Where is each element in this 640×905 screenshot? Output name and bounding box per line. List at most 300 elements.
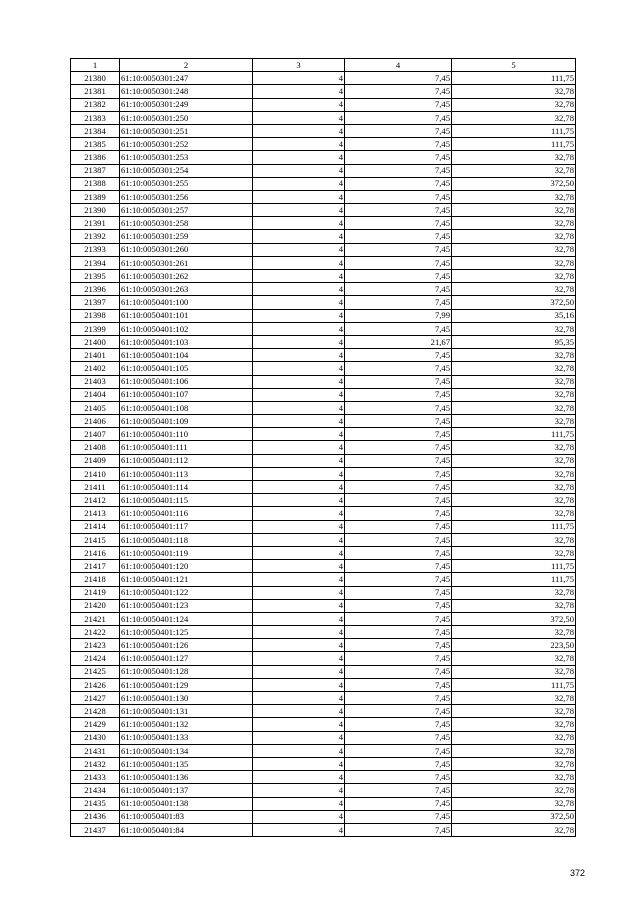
column-4-cell: 7,45: [345, 243, 452, 256]
column-4-cell: 7,45: [345, 230, 452, 243]
column-3-cell: 4: [253, 204, 345, 217]
table-row: [71, 692, 576, 705]
cadastral-number-cell: 61:10:0050301:260: [120, 243, 253, 256]
column-4-cell: 7,45: [345, 692, 452, 705]
column-5-cell: 32,78: [452, 151, 576, 164]
table-row: [71, 164, 576, 177]
row-number-cell: 21388: [71, 177, 120, 190]
column-5-cell: 223,50: [452, 639, 576, 652]
column-3-cell: 4: [253, 507, 345, 520]
column-3-cell: 4: [253, 217, 345, 230]
column-5-cell: 111,75: [452, 138, 576, 151]
column-header-2: 2: [120, 59, 253, 72]
column-3-cell: 4: [253, 388, 345, 401]
table-row: [71, 335, 576, 348]
column-4-cell: 7,45: [345, 823, 452, 836]
table-header: [71, 59, 576, 72]
column-3-cell: 4: [253, 401, 345, 414]
column-3-cell: 4: [253, 72, 345, 85]
row-number-cell: 21430: [71, 731, 120, 744]
column-4-cell: 7,45: [345, 190, 452, 203]
column-3-cell: 4: [253, 283, 345, 296]
table-row: [71, 718, 576, 731]
table-row: [71, 428, 576, 441]
column-3-cell: 4: [253, 190, 345, 203]
column-4-cell: 7,45: [345, 98, 452, 111]
table-row: [71, 678, 576, 691]
table-row: [71, 560, 576, 573]
column-3-cell: 4: [253, 270, 345, 283]
cadastral-number-cell: 61:10:0050401:137: [120, 784, 253, 797]
table-row: [71, 243, 576, 256]
table-row: [71, 124, 576, 137]
row-number-cell: 21382: [71, 98, 120, 111]
column-3-cell: 4: [253, 124, 345, 137]
column-4-cell: 7,45: [345, 784, 452, 797]
column-4-cell: 7,45: [345, 533, 452, 546]
table-row: [71, 270, 576, 283]
column-3-cell: 4: [253, 639, 345, 652]
column-4-cell: 7,45: [345, 731, 452, 744]
column-4-cell: 7,45: [345, 441, 452, 454]
table-row: [71, 744, 576, 757]
data-table: [70, 58, 576, 837]
column-5-cell: 32,78: [452, 823, 576, 836]
column-4-cell: 7,45: [345, 546, 452, 559]
cadastral-number-cell: 61:10:0050401:102: [120, 322, 253, 335]
cadastral-number-cell: 61:10:0050401:125: [120, 626, 253, 639]
column-4-cell: 7,45: [345, 375, 452, 388]
row-number-cell: 21418: [71, 573, 120, 586]
column-4-cell: 7,45: [345, 665, 452, 678]
column-5-cell: 111,75: [452, 124, 576, 137]
table-row: [71, 190, 576, 203]
table-row: [71, 177, 576, 190]
row-number-cell: 21397: [71, 296, 120, 309]
cadastral-number-cell: 61:10:0050401:106: [120, 375, 253, 388]
column-3-cell: 4: [253, 151, 345, 164]
column-5-cell: 32,78: [452, 586, 576, 599]
column-5-cell: 32,78: [452, 85, 576, 98]
table-row: [71, 283, 576, 296]
row-number-cell: 21403: [71, 375, 120, 388]
row-number-cell: 21406: [71, 415, 120, 428]
column-3-cell: 4: [253, 705, 345, 718]
column-3-cell: 4: [253, 718, 345, 731]
cadastral-number-cell: 61:10:0050401:109: [120, 415, 253, 428]
column-5-cell: 111,75: [452, 573, 576, 586]
column-3-cell: 4: [253, 678, 345, 691]
row-number-cell: 21411: [71, 481, 120, 494]
column-4-cell: 7,45: [345, 428, 452, 441]
table-row: [71, 467, 576, 480]
row-number-cell: 21429: [71, 718, 120, 731]
column-3-cell: 4: [253, 243, 345, 256]
column-3-cell: 4: [253, 731, 345, 744]
cadastral-number-cell: 61:10:0050401:123: [120, 599, 253, 612]
column-5-cell: 32,78: [452, 401, 576, 414]
column-5-cell: 32,78: [452, 111, 576, 124]
cadastral-number-cell: 61:10:0050401:115: [120, 494, 253, 507]
row-number-cell: 21389: [71, 190, 120, 203]
cadastral-number-cell: 61:10:0050401:126: [120, 639, 253, 652]
table-row: [71, 72, 576, 85]
table-row: [71, 256, 576, 269]
row-number-cell: 21408: [71, 441, 120, 454]
column-3-cell: 4: [253, 481, 345, 494]
column-4-cell: 7,45: [345, 481, 452, 494]
column-5-cell: 111,75: [452, 560, 576, 573]
cadastral-number-cell: 61:10:0050401:130: [120, 692, 253, 705]
table-row: [71, 138, 576, 151]
table-row: [71, 98, 576, 111]
column-3-cell: 4: [253, 441, 345, 454]
row-number-cell: 21395: [71, 270, 120, 283]
cadastral-number-cell: 61:10:0050401:100: [120, 296, 253, 309]
column-3-cell: 4: [253, 322, 345, 335]
table-row: [71, 441, 576, 454]
cadastral-number-cell: 61:10:0050401:121: [120, 573, 253, 586]
column-4-cell: 7,45: [345, 705, 452, 718]
column-5-cell: 32,78: [452, 692, 576, 705]
table-row: [71, 652, 576, 665]
table-row: [71, 810, 576, 823]
row-number-cell: 21387: [71, 164, 120, 177]
row-number-cell: 21383: [71, 111, 120, 124]
column-3-cell: 4: [253, 467, 345, 480]
column-5-cell: 32,78: [452, 243, 576, 256]
cadastral-number-cell: 61:10:0050301:253: [120, 151, 253, 164]
column-5-cell: 32,78: [452, 164, 576, 177]
column-3-cell: 4: [253, 349, 345, 362]
row-number-cell: 21417: [71, 560, 120, 573]
row-number-cell: 21436: [71, 810, 120, 823]
column-5-cell: 32,78: [452, 744, 576, 757]
column-4-cell: 7,45: [345, 599, 452, 612]
table-row: [71, 573, 576, 586]
column-5-cell: 32,78: [452, 270, 576, 283]
column-5-cell: 32,78: [452, 626, 576, 639]
column-4-cell: 7,45: [345, 151, 452, 164]
row-number-cell: 21414: [71, 520, 120, 533]
column-4-cell: 7,45: [345, 204, 452, 217]
column-5-cell: 372,50: [452, 296, 576, 309]
column-5-cell: 32,78: [452, 256, 576, 269]
column-5-cell: 32,78: [452, 481, 576, 494]
cadastral-number-cell: 61:10:0050401:127: [120, 652, 253, 665]
cadastral-number-cell: 61:10:0050401:111: [120, 441, 253, 454]
column-4-cell: 7,45: [345, 586, 452, 599]
column-3-cell: 4: [253, 454, 345, 467]
table-row: [71, 415, 576, 428]
row-number-cell: 21422: [71, 626, 120, 639]
table-row: [71, 784, 576, 797]
row-number-cell: 21405: [71, 401, 120, 414]
column-4-cell: 7,45: [345, 678, 452, 691]
column-5-cell: 32,78: [452, 322, 576, 335]
cadastral-number-cell: 61:10:0050301:258: [120, 217, 253, 230]
column-5-cell: 32,78: [452, 546, 576, 559]
table-row: [71, 507, 576, 520]
cadastral-number-cell: 61:10:0050401:101: [120, 309, 253, 322]
row-number-cell: 21428: [71, 705, 120, 718]
column-3-cell: 4: [253, 560, 345, 573]
cadastral-number-cell: 61:10:0050401:128: [120, 665, 253, 678]
column-4-cell: 7,45: [345, 111, 452, 124]
row-number-cell: 21402: [71, 362, 120, 375]
column-5-cell: 372,50: [452, 810, 576, 823]
cadastral-number-cell: 61:10:0050301:255: [120, 177, 253, 190]
column-3-cell: 4: [253, 177, 345, 190]
column-3-cell: 4: [253, 744, 345, 757]
column-3-cell: 4: [253, 599, 345, 612]
column-4-cell: 7,45: [345, 177, 452, 190]
column-4-cell: 7,45: [345, 270, 452, 283]
column-5-cell: 32,78: [452, 665, 576, 678]
column-3-cell: 4: [253, 138, 345, 151]
column-4-cell: 7,45: [345, 283, 452, 296]
row-number-cell: 21410: [71, 467, 120, 480]
column-4-cell: 7,45: [345, 362, 452, 375]
row-number-cell: 21431: [71, 744, 120, 757]
column-5-cell: 32,78: [452, 718, 576, 731]
table-row: [71, 151, 576, 164]
cadastral-number-cell: 61:10:0050301:257: [120, 204, 253, 217]
cadastral-number-cell: 61:10:0050401:103: [120, 335, 253, 348]
cadastral-number-cell: 61:10:0050401:133: [120, 731, 253, 744]
table-row: [71, 296, 576, 309]
column-5-cell: 32,78: [452, 217, 576, 230]
column-5-cell: 32,78: [452, 797, 576, 810]
column-4-cell: 7,45: [345, 573, 452, 586]
column-5-cell: 32,78: [452, 705, 576, 718]
column-5-cell: 32,78: [452, 283, 576, 296]
row-number-cell: 21401: [71, 349, 120, 362]
cadastral-number-cell: 61:10:0050401:108: [120, 401, 253, 414]
cadastral-number-cell: 61:10:0050301:249: [120, 98, 253, 111]
row-number-cell: 21427: [71, 692, 120, 705]
column-5-cell: 35,16: [452, 309, 576, 322]
column-5-cell: 32,78: [452, 362, 576, 375]
row-number-cell: 21432: [71, 757, 120, 770]
cadastral-number-cell: 61:10:0050401:138: [120, 797, 253, 810]
row-number-cell: 21386: [71, 151, 120, 164]
column-4-cell: 7,45: [345, 401, 452, 414]
row-number-cell: 21426: [71, 678, 120, 691]
column-4-cell: 7,45: [345, 388, 452, 401]
table-row: [71, 520, 576, 533]
cadastral-number-cell: 61:10:0050401:84: [120, 823, 253, 836]
column-5-cell: 32,78: [452, 454, 576, 467]
row-number-cell: 21404: [71, 388, 120, 401]
table-row: [71, 612, 576, 625]
table-row: [71, 626, 576, 639]
table-row: [71, 823, 576, 836]
row-number-cell: 21435: [71, 797, 120, 810]
column-4-cell: 7,45: [345, 256, 452, 269]
table-row: [71, 705, 576, 718]
column-3-cell: 4: [253, 111, 345, 124]
cadastral-number-cell: 61:10:0050401:129: [120, 678, 253, 691]
column-5-cell: 372,50: [452, 177, 576, 190]
column-4-cell: 7,45: [345, 138, 452, 151]
column-5-cell: 111,75: [452, 678, 576, 691]
row-number-cell: 21415: [71, 533, 120, 546]
column-3-cell: 4: [253, 415, 345, 428]
column-3-cell: 4: [253, 626, 345, 639]
column-3-cell: 4: [253, 533, 345, 546]
cadastral-number-cell: 61:10:0050301:256: [120, 190, 253, 203]
table-row: [71, 111, 576, 124]
cadastral-number-cell: 61:10:0050301:261: [120, 256, 253, 269]
table-row: [71, 494, 576, 507]
cadastral-number-cell: 61:10:0050401:135: [120, 757, 253, 770]
column-3-cell: 4: [253, 296, 345, 309]
table-row: [71, 388, 576, 401]
table-row: [71, 85, 576, 98]
column-3-cell: 4: [253, 652, 345, 665]
column-5-cell: 32,78: [452, 98, 576, 111]
column-4-cell: 7,45: [345, 560, 452, 573]
row-number-cell: 21425: [71, 665, 120, 678]
table-row: [71, 546, 576, 559]
row-number-cell: 21437: [71, 823, 120, 836]
row-number-cell: 21434: [71, 784, 120, 797]
cadastral-number-cell: 61:10:0050401:117: [120, 520, 253, 533]
row-number-cell: 21384: [71, 124, 120, 137]
header-row: [71, 59, 576, 72]
table-row: [71, 757, 576, 770]
table-row: [71, 230, 576, 243]
column-5-cell: 111,75: [452, 428, 576, 441]
table-row: [71, 797, 576, 810]
column-4-cell: 7,45: [345, 85, 452, 98]
column-4-cell: 7,45: [345, 494, 452, 507]
cadastral-number-cell: 61:10:0050401:113: [120, 467, 253, 480]
column-4-cell: 7,45: [345, 771, 452, 784]
column-4-cell: 7,45: [345, 639, 452, 652]
column-4-cell: 7,45: [345, 72, 452, 85]
row-number-cell: 21413: [71, 507, 120, 520]
column-4-cell: 7,45: [345, 744, 452, 757]
column-5-cell: 32,78: [452, 757, 576, 770]
table-row: [71, 481, 576, 494]
column-4-cell: 7,45: [345, 718, 452, 731]
row-number-cell: 21423: [71, 639, 120, 652]
row-number-cell: 21421: [71, 612, 120, 625]
cadastral-number-cell: 61:10:0050301:251: [120, 124, 253, 137]
table-row: [71, 217, 576, 230]
table-row: [71, 204, 576, 217]
column-5-cell: 32,78: [452, 415, 576, 428]
column-3-cell: 4: [253, 520, 345, 533]
column-5-cell: 32,78: [452, 599, 576, 612]
page-number: 372: [569, 868, 585, 878]
row-number-cell: 21392: [71, 230, 120, 243]
column-4-cell: 7,45: [345, 415, 452, 428]
table-row: [71, 309, 576, 322]
row-number-cell: 21409: [71, 454, 120, 467]
cadastral-number-cell: 61:10:0050401:120: [120, 560, 253, 573]
column-4-cell: 7,45: [345, 507, 452, 520]
cadastral-number-cell: 61:10:0050301:252: [120, 138, 253, 151]
row-number-cell: 21400: [71, 335, 120, 348]
column-header-1: 1: [71, 59, 120, 72]
row-number-cell: 21385: [71, 138, 120, 151]
column-3-cell: 4: [253, 164, 345, 177]
column-4-cell: 7,45: [345, 454, 452, 467]
cadastral-number-cell: 61:10:0050301:262: [120, 270, 253, 283]
column-5-cell: 32,78: [452, 533, 576, 546]
column-header-5: 5: [452, 59, 576, 72]
row-number-cell: 21396: [71, 283, 120, 296]
column-4-cell: 7,45: [345, 124, 452, 137]
cadastral-number-cell: 61:10:0050401:105: [120, 362, 253, 375]
column-3-cell: 4: [253, 823, 345, 836]
table-row: [71, 731, 576, 744]
column-3-cell: 4: [253, 810, 345, 823]
column-3-cell: 4: [253, 85, 345, 98]
cadastral-number-cell: 61:10:0050301:254: [120, 164, 253, 177]
column-5-cell: 32,78: [452, 467, 576, 480]
column-4-cell: 7,45: [345, 322, 452, 335]
table-row: [71, 665, 576, 678]
cadastral-number-cell: 61:10:0050401:107: [120, 388, 253, 401]
table-row: [71, 639, 576, 652]
row-number-cell: 21416: [71, 546, 120, 559]
column-5-cell: 32,78: [452, 204, 576, 217]
column-3-cell: 4: [253, 256, 345, 269]
cadastral-number-cell: 61:10:0050401:132: [120, 718, 253, 731]
column-5-cell: 32,78: [452, 494, 576, 507]
column-3-cell: 4: [253, 335, 345, 348]
column-5-cell: 32,78: [452, 230, 576, 243]
column-5-cell: 372,50: [452, 612, 576, 625]
column-3-cell: 4: [253, 375, 345, 388]
column-header-3: 3: [253, 59, 345, 72]
column-5-cell: 32,78: [452, 441, 576, 454]
column-5-cell: 32,78: [452, 349, 576, 362]
row-number-cell: 21394: [71, 256, 120, 269]
column-3-cell: 4: [253, 586, 345, 599]
cadastral-number-cell: 61:10:0050401:112: [120, 454, 253, 467]
table-row: [71, 375, 576, 388]
cadastral-number-cell: 61:10:0050301:263: [120, 283, 253, 296]
column-3-cell: 4: [253, 494, 345, 507]
column-4-cell: 7,45: [345, 467, 452, 480]
column-3-cell: 4: [253, 612, 345, 625]
column-5-cell: 32,78: [452, 731, 576, 744]
column-4-cell: 7,45: [345, 349, 452, 362]
row-number-cell: 21407: [71, 428, 120, 441]
row-number-cell: 21399: [71, 322, 120, 335]
column-5-cell: 32,78: [452, 375, 576, 388]
column-3-cell: 4: [253, 797, 345, 810]
table-row: [71, 454, 576, 467]
cadastral-number-cell: 61:10:0050401:131: [120, 705, 253, 718]
row-number-cell: 21420: [71, 599, 120, 612]
column-5-cell: 32,78: [452, 190, 576, 203]
column-3-cell: 4: [253, 362, 345, 375]
column-4-cell: 21,67: [345, 335, 452, 348]
column-4-cell: 7,45: [345, 626, 452, 639]
column-4-cell: 7,45: [345, 217, 452, 230]
row-number-cell: 21391: [71, 217, 120, 230]
column-3-cell: 4: [253, 230, 345, 243]
row-number-cell: 21390: [71, 204, 120, 217]
column-5-cell: 32,78: [452, 771, 576, 784]
cadastral-number-cell: 61:10:0050401:110: [120, 428, 253, 441]
